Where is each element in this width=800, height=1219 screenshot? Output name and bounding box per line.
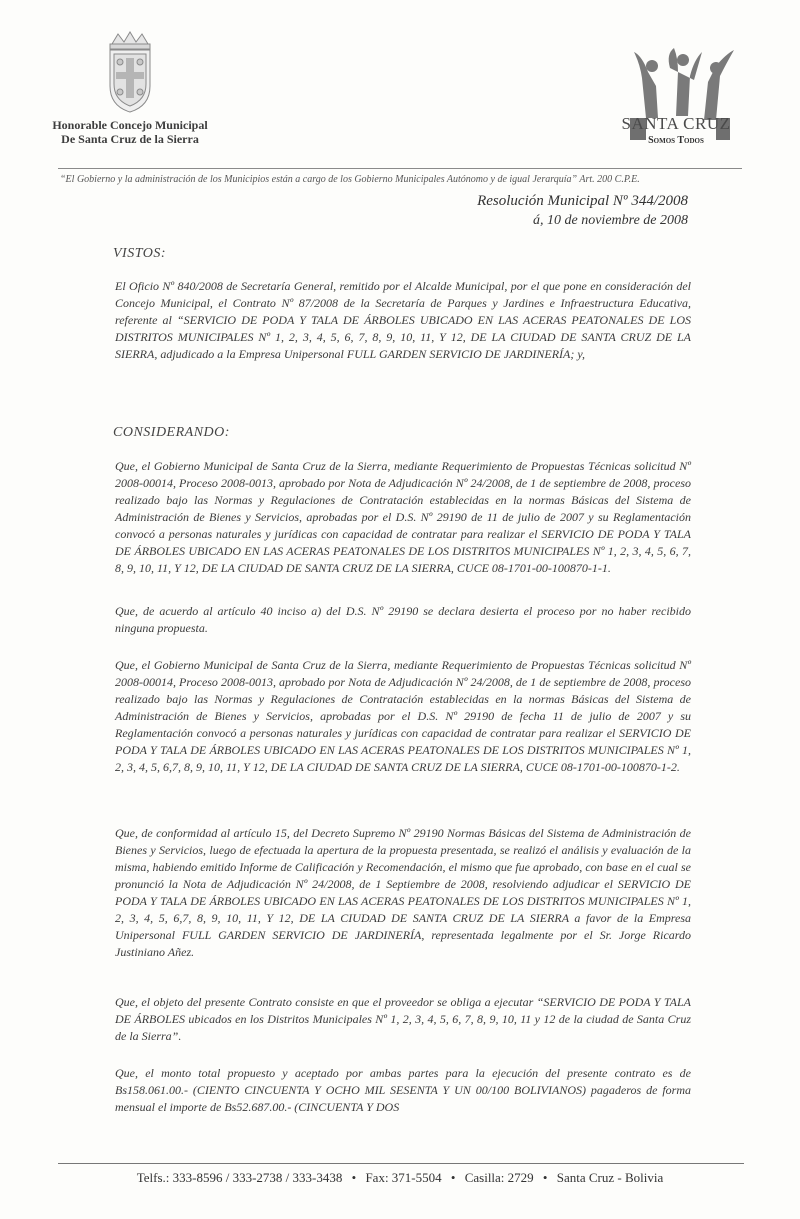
header-divider — [58, 168, 742, 169]
org-line-1: Honorable Concejo Municipal — [52, 118, 208, 132]
paragraph: Que, el Gobierno Municipal de Santa Cruz de la Sierra, mediante Requerimiento de Propuestas Técnicas solicitud Nº 2008-00014, Proceso 2008-0013, aprobado por Nota de Adjudicación Nº 24/2008, de 1 de septiembre de 2008, proceso realizado bajo las Normas y Regulaciones de Contratación establecidas en la normas Básicas del Sistema de Administración de Bienes y Servicios, aprobadas por el D.S. Nº 29190 de 11 de julio de 2007 y su Reglamentación convocó a personas naturales y jurídicas con capacidad de contratar para realizar el SERVICIO DE PODA Y TALA DE ÁRBOLES UBICADO EN LAS ACERAS PEATONALES DE LOS DISTRITOS MUNICIPALES Nº 1, 2, 3, 4, 5, 6, 7, 8, 9, 10, 11, Y 12, DE LA CIUDAD DE SANTA CRUZ DE LA SIERRA, CUCE 08-1701-00-100870-1-1. — [115, 459, 691, 575]
footer-separator: • — [542, 1170, 548, 1185]
constitution-quote: “El Gobierno y la administración de los Municipios están a cargo de los Gobierno Municipales Autónomo y de igual Jerarquía” Art. 200 C.P.E. — [60, 174, 640, 185]
footer-phones: Telfs.: 333-8596 / 333-2738 / 333-3438 — [136, 1170, 343, 1185]
resolution-title: Resolución Municipal Nº 344/2008 — [477, 193, 688, 209]
brand-title: SANTA CRUZ — [621, 114, 731, 133]
footer-divider — [58, 1163, 744, 1164]
footer-contact — [0, 1170, 800, 1186]
organization-name — [30, 118, 230, 146]
brand-subtitle: Somos Todos — [648, 135, 704, 146]
footer-city: Santa Cruz - Bolivia — [556, 1170, 664, 1185]
paragraph: Que, de acuerdo al artículo 40 inciso a) del D.S. Nº 29190 se declara desierta el proceso por no haber recibido ninguna propuesta. — [115, 604, 691, 635]
coat-of-arms-icon — [104, 30, 156, 114]
paragraph: Que, el Gobierno Municipal de Santa Cruz de la Sierra, mediante Requerimiento de Propuestas Técnicas solicitud Nº 2008-00014, Proceso 2008-0013, aprobado por Nota de Adjudicación Nº 24/2008, de 1 de septiembre de 2008, proceso realizado bajo las Normas y Regulaciones de Contratación establecidas en la normas Básicas del Sistema de Administración de Bienes y Servicios, aprobadas por el D.S. Nº 29190 de fecha 11 de julio de 2007 y su Reglamentación convocó a personas naturales y jurídicas con capacidad de contratar para realizar el SERVICIO DE PODA Y TALA DE ÁRBOLES UBICADO EN LAS ACERAS PEATONALES DE LOS DISTRITOS MUNICIPALES Nº 1, 2, 3, 4, 5, 6,7, 8, 9, 10, 11, Y 12, DE LA CIUDAD DE SANTA CRUZ DE LA SIERRA, CUCE 08-1701-00-100870-1-2. — [115, 658, 691, 774]
paragraph: Que, el monto total propuesto y aceptado por ambas partes para la ejecución del presente contrato es de Bs158.061.00.- (CIENTO CINCUENTA Y OCHO MIL SESENTA Y UN 00/100 BOLIVIANOS) pagaderos de forma mensual el importe de Bs52.687.00.- (CINCUENTA Y DOS — [115, 1066, 691, 1114]
org-line-2: De Santa Cruz de la Sierra — [61, 132, 199, 146]
vistos-heading: VISTOS: — [113, 246, 167, 261]
considerando-heading: CONSIDERANDO: — [113, 425, 230, 440]
paragraph: Que, de conformidad al artículo 15, del Decreto Supremo Nº 29190 Normas Básicas del Sistema de Administración de Bienes y Servicios, luego de efectuada la apertura de la propuesta presentada, se realizó el análisis y evaluación de la misma, habiendo emitido Informe de Calificación y Recomendación, el mismo que fue aprobado, con base en el cual se pronunció la Nota de Adjudicación Nº 24/2008, de 1 Septiembre de 2008, resolviendo adjudicar el SERVICIO DE PODA Y TALA DE ÁRBOLES UBICADO EN LAS ACERAS PEATONALES DE LOS DISTRITOS MUNICIPALES Nº 1, 2, 3, 4, 5, 6,7, 8, 9, 10, 11, Y 12, DE LA CIUDAD DE SANTA CRUZ DE LA SIERRA a favor de la Empresa Unipersonal FULL GARDEN SERVICIO DE JARDINERÍA, representada legalmente por el Sr. Jorge Ricardo Justiniano Añez. — [115, 826, 691, 959]
footer-fax: Fax: 371-5504 — [365, 1170, 442, 1185]
paragraph: Que, el objeto del presente Contrato consiste en que el proveedor se obliga a ejecutar “SERVICIO DE PODA Y TALA DE ÁRBOLES ubicados en los Distritos Municipales Nº 1, 2, 3, 4, 5, 6, 7, 8, 9, 10, 11 y 12 de la ciudad de Santa Cruz de la Sierra”. — [115, 995, 691, 1043]
footer-separator: • — [450, 1170, 456, 1185]
footer-casilla: Casilla: 2729 — [464, 1170, 534, 1185]
paragraph-vistos: El Oficio Nº 840/2008 de Secretaría General, remitido por el Alcalde Municipal, por el que pone en consideración del Concejo Municipal, el Contrato Nº 87/2008 de la Secretaría de Parques y Jardines e Infraestructura Educativa, referente al “SERVICIO DE PODA Y TALA DE ÁRBOLES UBICADO EN LAS ACERAS PEATONALES DE LOS DISTRITOS MUNICIPALES Nº 1, 2, 3, 4, 5, 6, 7, 8, 9, 10, 11, Y 12, DE LA CIUDAD DE SANTA CRUZ DE LA SIERRA, adjudicado a la Empresa Unipersonal FULL GARDEN SERVICIO DE JARDINERÍA; y, — [115, 279, 691, 361]
footer-separator: • — [351, 1170, 357, 1185]
resolution-date: á, 10 de noviembre de 2008 — [533, 213, 688, 228]
